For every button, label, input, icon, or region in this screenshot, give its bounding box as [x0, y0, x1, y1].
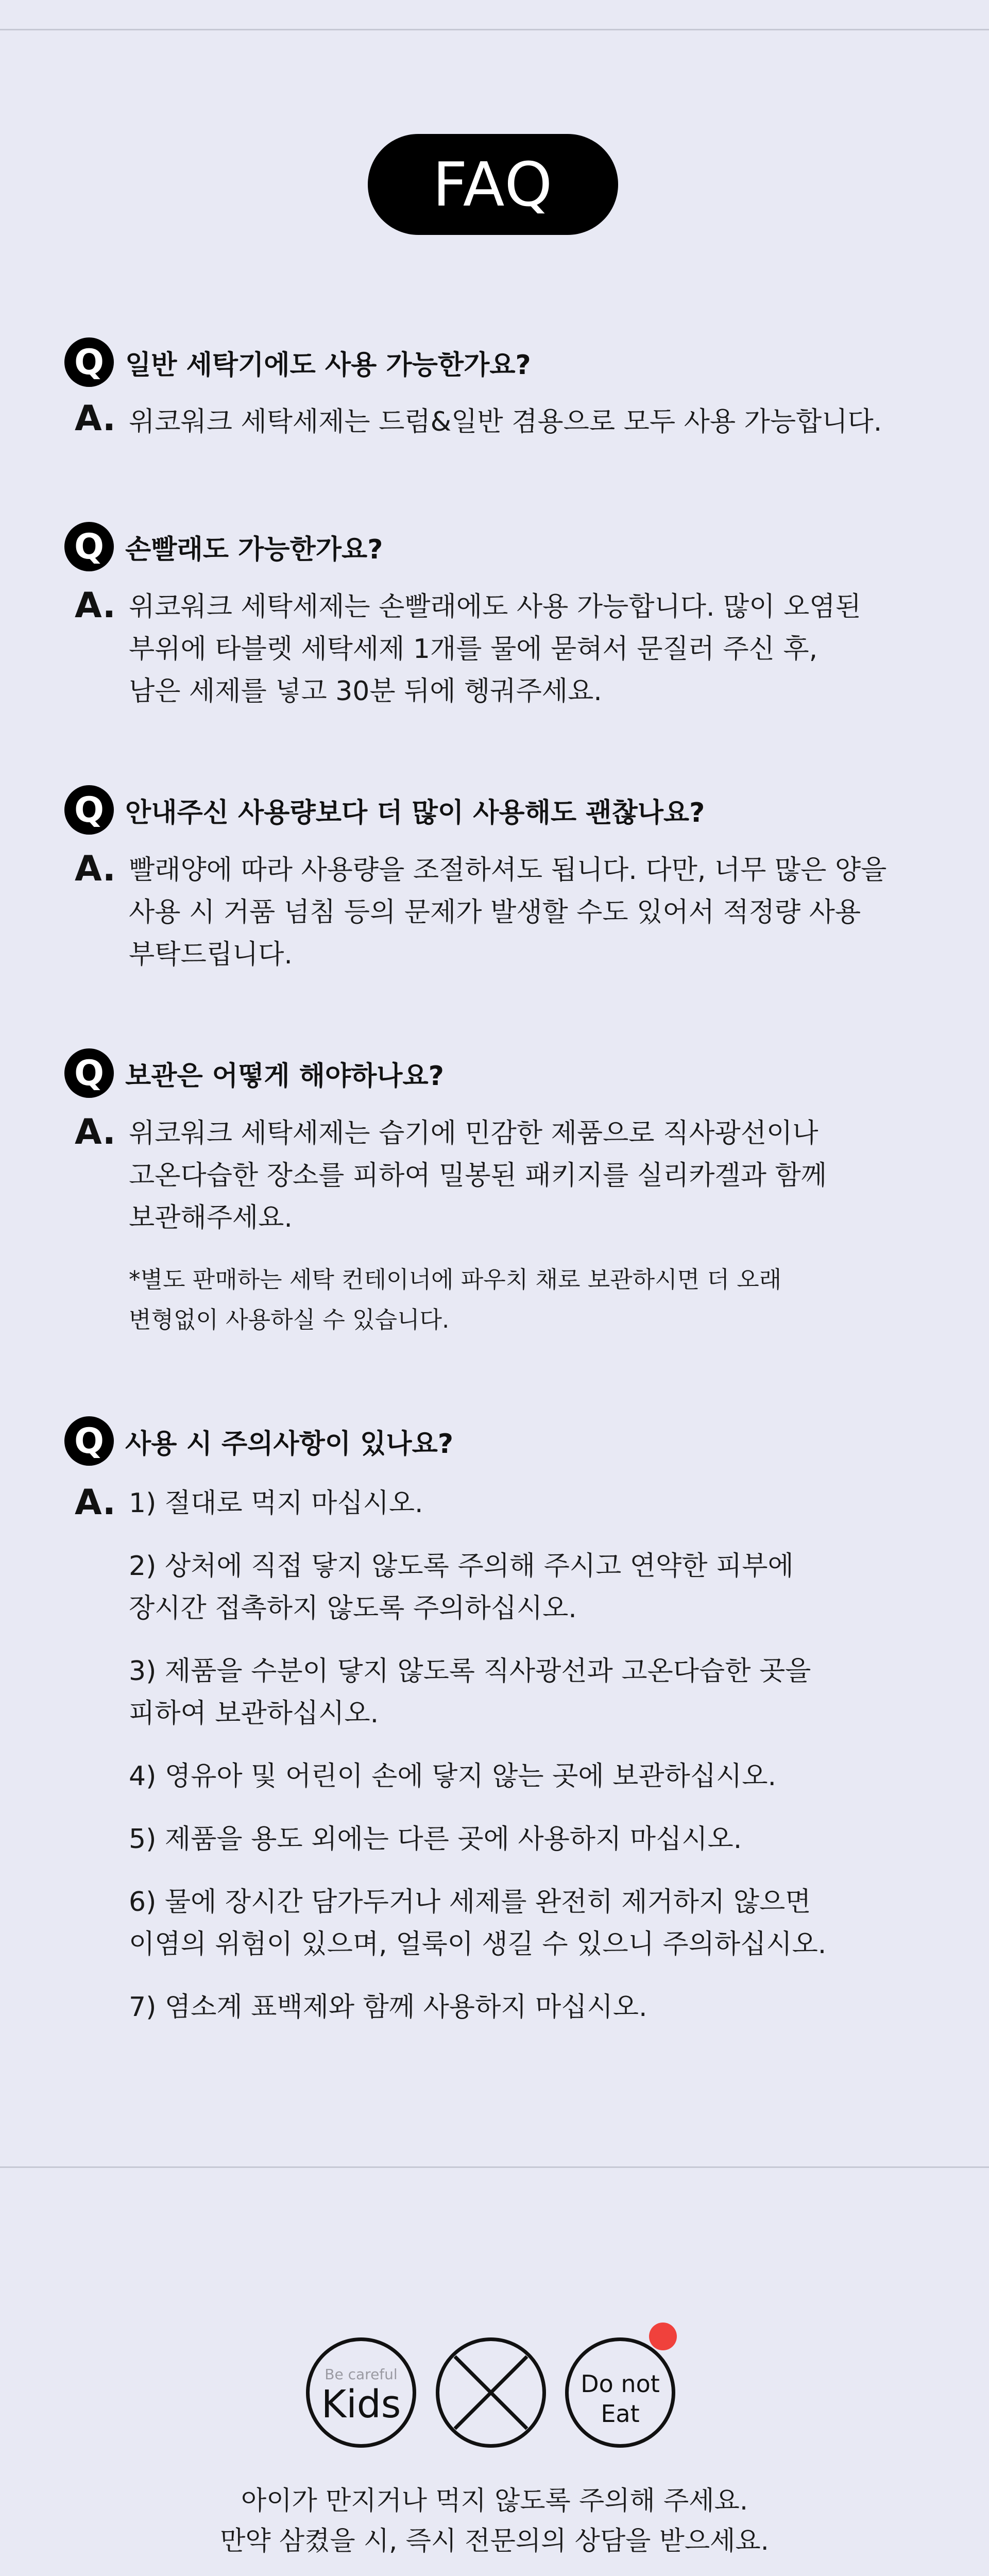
do-not-eat-icon	[565, 2337, 675, 2448]
question-text: 손빨래도 가능한가요?	[125, 534, 383, 565]
list-item	[129, 1755, 932, 1798]
x-cross-icon	[439, 2341, 542, 2444]
section-divider	[0, 2166, 989, 2168]
answer-mark: A.	[75, 1112, 116, 1153]
kids-warning-icon	[306, 2337, 416, 2448]
footer-warning-line1: 아이가 만지거나 먹지 않도록 주의해 주세요.	[241, 2486, 748, 2516]
answer-mark: A.	[75, 398, 116, 439]
list-item-line: 이염의 위험이 있으며, 얼룩이 생길 수 있으니 주의하십시오.	[129, 1929, 827, 1960]
question-row	[64, 1415, 453, 1467]
list-item-line: 장시간 접촉하지 않도록 주의하십시오.	[129, 1593, 577, 1624]
list-item	[129, 1545, 932, 1630]
list-item-line: 3) 제품을 수분이 닿지 않도록 직사광선과 고온다습한 곳을	[129, 1656, 811, 1687]
list-item-line: 5) 제품을 용도 외에는 다른 곳에 사용하지 마십시오.	[129, 1824, 742, 1855]
eat-icon-line1: Do not	[581, 2370, 660, 2398]
page-title: FAQ	[432, 149, 554, 220]
list-item-line: 6) 물에 장시간 담가두거나 세제를 완전히 제거하지 않으면	[129, 1887, 811, 1918]
answer-note: *별도 판매하는 세탁 컨테이너에 파우치 채로 보관하시면 더 오래	[129, 1266, 782, 1293]
answer-mark: A.	[75, 585, 116, 626]
question-badge-icon: Q	[64, 522, 114, 571]
list-item	[129, 1881, 932, 1965]
answer-note: 변형없이 사용하실 수 있습니다.	[129, 1306, 450, 1333]
question-text: 보관은 어떻게 해야하나요?	[125, 1060, 444, 1092]
answer-text	[129, 401, 932, 443]
list-item-line: 피하여 보관하십시오.	[129, 1698, 379, 1729]
answer-text	[129, 586, 932, 713]
answer-list	[129, 1482, 932, 2049]
answer-line: 빨래양에 따라 사용량을 조절하셔도 됩니다. 다만, 너무 많은 양을	[129, 855, 887, 886]
alert-dot-icon	[649, 2323, 677, 2350]
kids-icon-caption: Be careful	[325, 2366, 398, 2383]
faq-title-pill	[368, 134, 618, 235]
answer-text	[129, 1112, 932, 1340]
answer-text	[129, 849, 932, 976]
list-item-line: 7) 염소계 표백제와 함께 사용하지 마십시오.	[129, 1992, 647, 2023]
answer-line: 부탁드립니다.	[129, 939, 293, 970]
question-row	[64, 784, 705, 836]
question-badge-icon: Q	[64, 1048, 114, 1098]
question-badge-icon: Q	[64, 337, 114, 387]
answer-mark: A.	[75, 849, 116, 889]
question-row	[64, 336, 531, 388]
list-item-line: 2) 상처에 직접 닿지 않도록 주의해 주시고 연약한 피부에	[129, 1551, 794, 1582]
question-text: 사용 시 주의사항이 있나요?	[125, 1428, 454, 1460]
list-item-line: 1) 절대로 먹지 마십시오.	[129, 1488, 423, 1519]
answer-line: 위코워크 세탁세제는 손빨래에도 사용 가능합니다. 많이 오염된	[129, 591, 861, 622]
answer-mark: A.	[75, 1482, 116, 1523]
list-item-line: 4) 영유아 및 어린이 손에 닿지 않는 곳에 보관하십시오.	[129, 1761, 777, 1792]
answer-line: 고온다습한 장소를 피하여 밀봉된 패키지를 실리카겔과 함께	[129, 1160, 827, 1191]
question-text: 안내주신 사용량보다 더 많이 사용해도 괜찮나요?	[125, 797, 705, 828]
question-badge-icon: Q	[64, 785, 114, 835]
eat-icon-line2: Eat	[601, 2400, 640, 2428]
kids-icon-label: Kids	[321, 2382, 401, 2427]
answer-line: 위코워크 세탁세제는 드럼&일반 겸용으로 모두 사용 가능합니다.	[129, 406, 882, 437]
question-badge-icon: Q	[64, 1416, 114, 1466]
top-divider	[0, 29, 989, 30]
question-row	[64, 521, 383, 572]
footer-warning-line2: 만약 삼켰을 시, 즉시 전문의의 상담을 받으세요.	[220, 2526, 769, 2556]
list-item	[129, 1650, 932, 1735]
answer-line: 위코워크 세탁세제는 습기에 민감한 제품으로 직사광선이나	[129, 1118, 819, 1149]
list-item	[129, 1818, 932, 1860]
prohibited-x-icon	[436, 2337, 546, 2448]
answer-line: 사용 시 거품 넘침 등의 문제가 발생할 수도 있어서 적정량 사용	[129, 897, 861, 928]
answer-line: 부위에 타블렛 세탁세제 1개를 물에 묻혀서 문질러 주신 후,	[129, 634, 818, 665]
list-item	[129, 1986, 932, 2028]
question-text: 일반 세탁기에도 사용 가능한가요?	[125, 349, 531, 381]
list-item	[129, 1482, 932, 1524]
question-row	[64, 1047, 444, 1099]
answer-line: 보관해주세요.	[129, 1202, 293, 1233]
answer-line: 남은 세제를 넣고 30분 뒤에 헹궈주세요.	[129, 676, 602, 707]
